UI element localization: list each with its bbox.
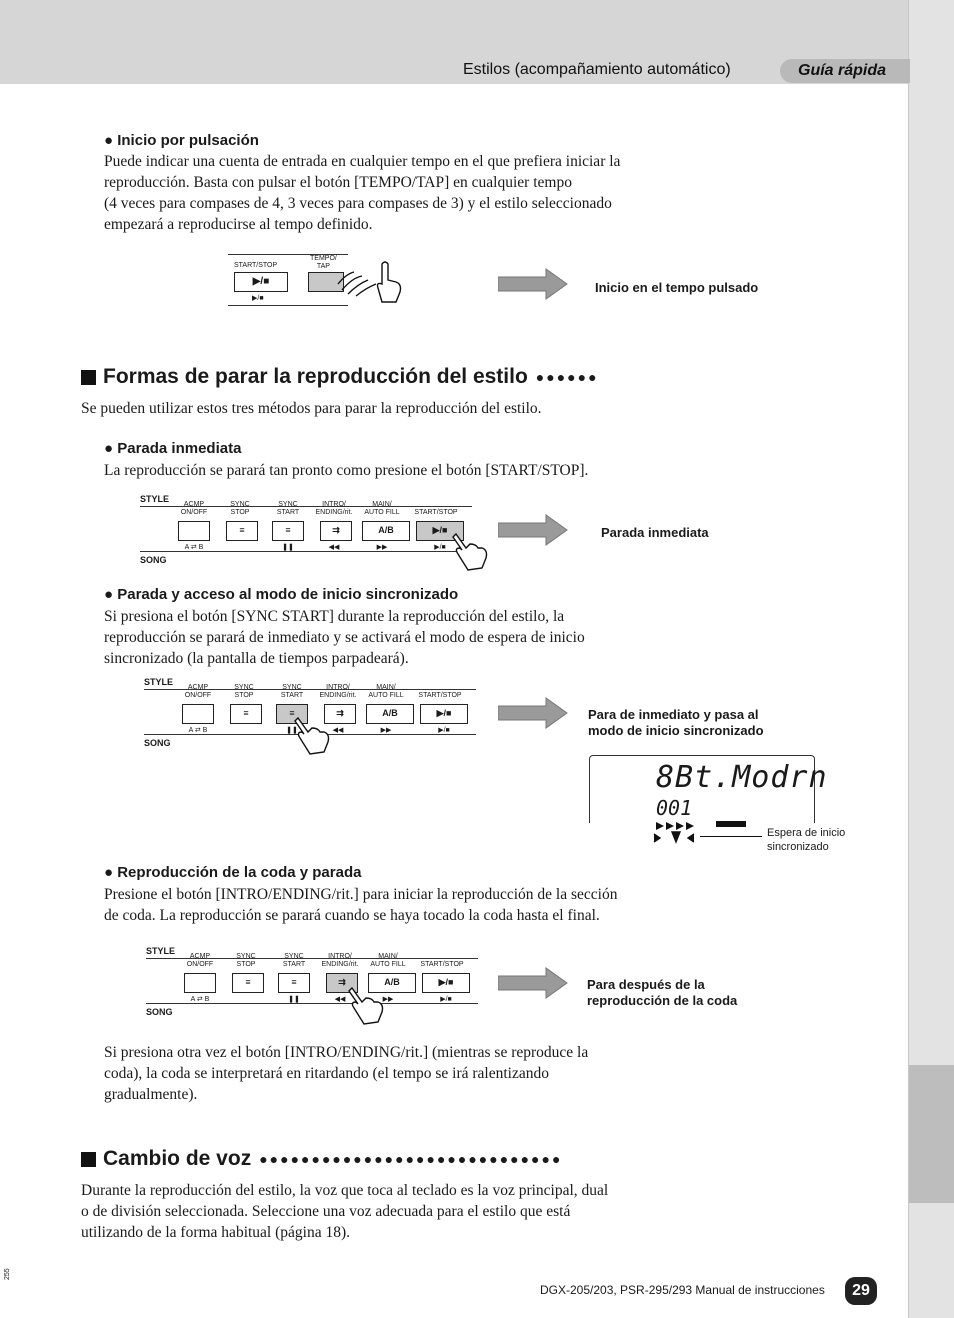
intro-ending-button[interactable]: ⇉ xyxy=(326,973,358,993)
tap-result: Inicio en el tempo pulsado xyxy=(595,280,759,295)
coda-after-text xyxy=(104,1042,588,1105)
song-tag: SONG xyxy=(146,1007,173,1017)
line: sincronizado (la pantalla de tiempos parpadeará). xyxy=(104,650,409,667)
start-stop-button[interactable]: ▶/■ xyxy=(416,521,464,541)
ab-sub-label: A ⇄ B xyxy=(190,996,210,1003)
main-ab-button[interactable]: A/B xyxy=(368,973,416,993)
sync-stop-button[interactable]: ≡ xyxy=(230,704,262,724)
style-tag: STYLE xyxy=(146,946,176,956)
acmp-label: ACMP ON/OFF xyxy=(184,684,212,699)
sync-start-button[interactable]: ≡ xyxy=(276,704,308,724)
acmp-button[interactable] xyxy=(178,521,210,541)
sync-start-label: SYNC START xyxy=(276,501,300,516)
coda-text xyxy=(104,884,617,926)
intro-ending-button[interactable]: ⇉ xyxy=(324,704,356,724)
tempo-tap-label: TEMPO/ TAP xyxy=(310,255,337,270)
section-dots: ●●●●●● xyxy=(535,369,599,385)
start-stop-label: START/STOP xyxy=(414,509,458,516)
line: Durante la reproducción del estilo, la voz que toca al teclado es la voz principal, dual xyxy=(81,1182,609,1199)
page-number: 29 xyxy=(845,1277,877,1305)
section-square-icon xyxy=(81,1152,96,1167)
rew-label: ◀◀ xyxy=(328,544,340,551)
ab-sub-label: A ⇄ B xyxy=(184,544,204,551)
sync-start-label: SYNC START xyxy=(280,684,304,699)
sync-text xyxy=(104,606,585,669)
line: empezará a reproducirse al tempo definido. xyxy=(104,216,373,233)
footer-manual: DGX-205/203, PSR-295/293 Manual de instrucciones xyxy=(540,1283,825,1297)
section-square-icon xyxy=(81,370,96,385)
pause-label: ❚❚ xyxy=(282,544,294,551)
ab-sub-label: A ⇄ B xyxy=(188,727,208,734)
start-stop-label: START/STOP xyxy=(420,961,464,968)
arrow-right-icon xyxy=(498,697,568,729)
lcd-style-name: 8Bt.Modrn xyxy=(656,760,828,795)
line: Para después de la xyxy=(587,977,705,992)
intro-ending-button[interactable]: ⇉ xyxy=(320,521,352,541)
line: gradualmente). xyxy=(104,1086,198,1103)
style-tag: STYLE xyxy=(144,677,174,687)
pause-label: ❚❚ xyxy=(288,996,300,1003)
intro-label: INTRO/ ENDING/rit. xyxy=(321,953,359,968)
play-sub-label: ▶/■ xyxy=(252,295,264,302)
callout-line xyxy=(700,836,762,837)
sync-stop-label: SYNC STOP xyxy=(236,953,256,968)
main-ab-button[interactable]: A/B xyxy=(366,704,414,724)
start-stop-button[interactable]: ▶/■ xyxy=(420,704,468,724)
press-hand-icon xyxy=(348,984,388,1026)
immediate-text: La reproducción se parará tan pronto como presione el botón [START/STOP]. xyxy=(104,462,589,479)
start-stop-label: START/STOP xyxy=(418,692,462,699)
tap-panel xyxy=(228,254,348,306)
line: Si presiona el botón [SYNC START] durante la reproducción del estilo, la xyxy=(104,608,565,625)
beat-indicator-icon xyxy=(650,818,750,848)
coda-result xyxy=(587,977,737,1009)
lcd-display xyxy=(589,755,828,823)
tap-start-heading: ● Inicio por pulsación xyxy=(104,132,259,149)
line: reproducción de la coda xyxy=(587,993,738,1008)
section-dots: ●●●●●●●●●●●●●●●●●●●●●●●●●●●●● xyxy=(259,1151,563,1167)
press-hand-icon xyxy=(452,530,492,572)
acmp-label: ACMP ON/OFF xyxy=(180,501,208,516)
side-strip xyxy=(908,0,954,1318)
sync-start-button[interactable]: ≡ xyxy=(278,973,310,993)
acmp-button[interactable] xyxy=(182,704,214,724)
coda-heading: ● Reproducción de la coda y parada xyxy=(104,864,362,881)
ff-label: ▶▶ xyxy=(380,727,392,734)
sync-stop-label: SYNC STOP xyxy=(230,501,250,516)
line: Puede indicar una cuenta de entrada en cualquier tempo en el que prefiera iniciar la xyxy=(104,153,621,170)
control-panel-coda xyxy=(146,946,478,1018)
play-sub-label: ▶/■ xyxy=(438,727,450,734)
ff-label: ▶▶ xyxy=(376,544,388,551)
stop-intro: Se pueden utilizar estos tres métodos para parar la reproducción del estilo. xyxy=(81,400,542,417)
intro-label: INTRO/ ENDING/rit. xyxy=(319,684,357,699)
line: coda), la coda se interpretará en ritardando (el tempo se irá ralentizando xyxy=(104,1065,549,1082)
acmp-label: ACMP ON/OFF xyxy=(186,953,214,968)
play-sub-label: ▶/■ xyxy=(434,544,446,551)
line: Presione el botón [INTRO/ENDING/rit.] para iniciar la reproducción de la sección xyxy=(104,886,618,903)
main-label: MAIN/ AUTO FILL xyxy=(368,684,404,699)
start-stop-button[interactable]: ▶/■ xyxy=(422,973,470,993)
line: (4 veces para compases de 4, 3 veces para compases de 3) y el estilo seleccionado xyxy=(104,195,612,212)
rew-label: ◀◀ xyxy=(332,727,344,734)
line: Para de inmediato y pasa al xyxy=(588,707,759,722)
line: de coda. La reproducción se parará cuando se haya tocado la coda hasta el final. xyxy=(104,907,600,924)
line: reproducción se parará de inmediato y se activará el modo de espera de inicio xyxy=(104,629,585,646)
stop-section-title xyxy=(81,365,599,389)
sync-result xyxy=(588,707,764,739)
immediate-heading: ● Parada inmediata xyxy=(104,440,242,457)
sync-start-label: SYNC START xyxy=(282,953,306,968)
footer-code: 255 xyxy=(4,1268,11,1280)
main-label: MAIN/ AUTO FILL xyxy=(370,953,406,968)
lcd-style-number: 001 xyxy=(656,796,693,820)
line: Espera de inicio xyxy=(767,827,846,839)
side-tab xyxy=(909,1065,954,1203)
rew-label: ◀◀ xyxy=(334,996,346,1003)
press-hand-icon xyxy=(294,714,334,756)
arrow-right-icon xyxy=(498,967,568,999)
song-tag: SONG xyxy=(144,738,171,748)
sync-start-button[interactable]: ≡ xyxy=(272,521,304,541)
chapter-title: Estilos (acompañamiento automático) xyxy=(463,61,731,78)
line: o de división seleccionada. Seleccione una voz adecuada para el estilo que está xyxy=(81,1203,571,1220)
arrow-right-icon xyxy=(498,514,568,546)
style-tag: STYLE xyxy=(140,494,170,504)
sync-stop-label: SYNC STOP xyxy=(234,684,254,699)
tap-start-text xyxy=(104,151,620,235)
immediate-result: Parada inmediata xyxy=(601,525,709,540)
lcd-note xyxy=(767,826,845,854)
control-panel-immediate xyxy=(140,494,472,566)
line: reproducción. Basta con pulsar el botón [TEMPO/TAP] en cualquier tempo xyxy=(104,174,572,191)
tap-hand-icon xyxy=(336,258,406,304)
acmp-button[interactable] xyxy=(184,973,216,993)
pause-label: ❚❚ xyxy=(286,727,298,734)
section-title-text: Formas de parar la reproducción del estilo xyxy=(103,365,528,388)
line: Si presiona otra vez el botón [INTRO/ENDING/rit.] (mientras se reproduce la xyxy=(104,1044,589,1061)
sync-heading: ● Parada y acceso al modo de inicio sincronizado xyxy=(104,586,459,603)
start-stop-button[interactable]: ▶/■ xyxy=(234,272,288,292)
guide-badge: Guía rápida xyxy=(780,59,910,83)
line: modo de inicio sincronizado xyxy=(588,723,764,738)
main-label: MAIN/ AUTO FILL xyxy=(364,501,400,516)
play-sub-label: ▶/■ xyxy=(440,996,452,1003)
line: sincronizado xyxy=(767,841,829,853)
song-tag: SONG xyxy=(140,555,167,565)
section-title-text: Cambio de voz xyxy=(103,1147,252,1170)
start-stop-label: START/STOP xyxy=(234,262,278,269)
line: utilizando de la forma habitual (página 18). xyxy=(81,1224,351,1241)
header-band xyxy=(0,0,908,84)
ff-label: ▶▶ xyxy=(382,996,394,1003)
sync-stop-button[interactable]: ≡ xyxy=(232,973,264,993)
intro-label: INTRO/ ENDING/rit. xyxy=(315,501,353,516)
arrow-right-icon xyxy=(498,268,568,300)
voice-section-title xyxy=(81,1147,562,1171)
main-ab-button[interactable]: A/B xyxy=(362,521,410,541)
voice-text xyxy=(81,1180,608,1243)
sync-stop-button[interactable]: ≡ xyxy=(226,521,258,541)
